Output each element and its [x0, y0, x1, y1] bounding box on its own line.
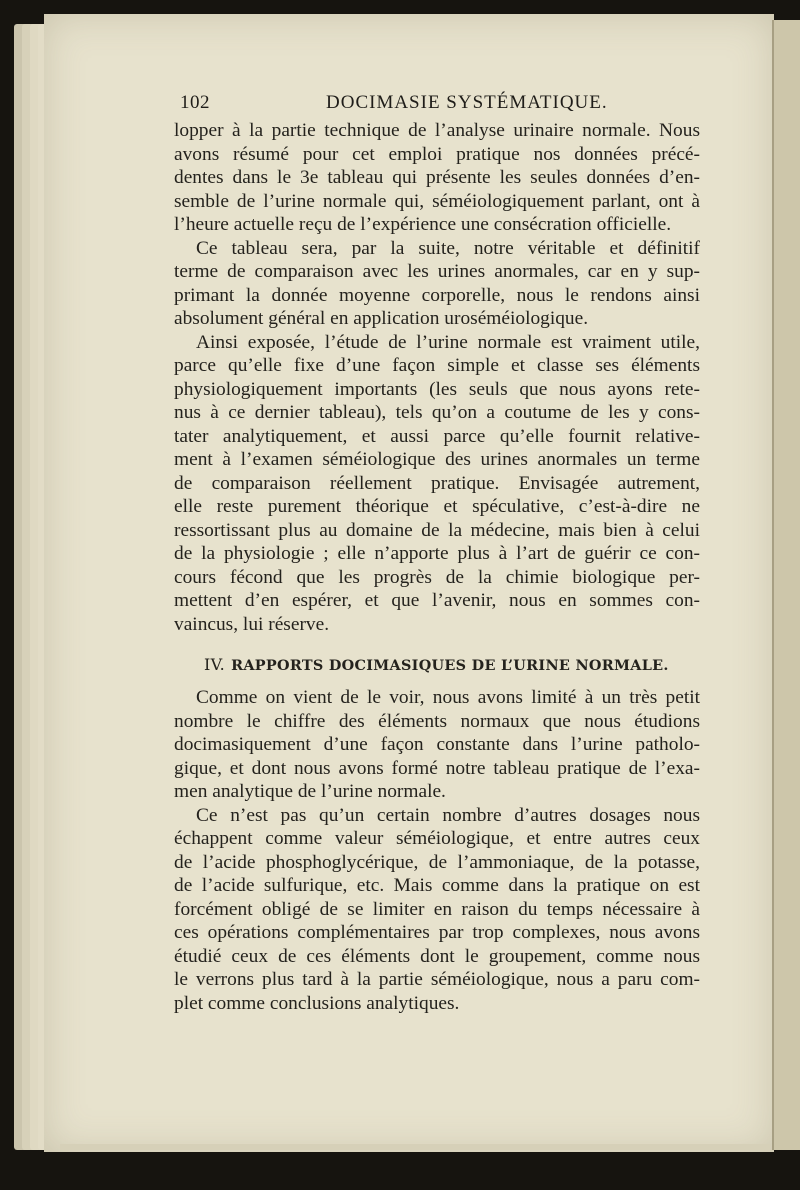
text-line: ment à l’examen séméiologique des urines anormales un terme	[174, 449, 700, 470]
text-line: de l’acide sulfurique, etc. Mais comme dans la pratique on est	[174, 875, 700, 896]
text-line: étudié ceux de ces éléments dont le groupement, comme nous	[174, 945, 700, 967]
section-title: RAPPORTS DOCIMASIQUES DE L’URINE NORMALE.	[231, 657, 669, 674]
next-page-edge	[772, 20, 800, 1150]
text-line: plet comme conclusions analytiques.	[174, 992, 460, 1014]
text-line: nombre le chiffre des éléments normaux que nous étudions	[174, 710, 700, 732]
body-text	[174, 119, 700, 1015]
text-line: men analytique de l’urine normale.	[174, 781, 446, 802]
text-line: de l’acide phosphoglycérique, de l’ammoniaque, de la potasse,	[174, 851, 700, 873]
text-line: échappent comme valeur séméiologique, et entre autres ceux	[174, 828, 700, 849]
text-line: Ce tableau sera, par la suite, notre véritable et définitif	[196, 237, 700, 259]
text-line: forcément obligé de se limiter en raison du temps nécessaire à	[174, 898, 700, 920]
text-line: Comme on vient de le voir, nous avons limité à un très petit	[196, 687, 700, 708]
text-line: de comparaison réellement pratique. Envisagée autrement,	[174, 472, 700, 494]
text-line: parce qu’elle fixe d’une façon simple et classe ses éléments	[174, 355, 700, 376]
text-line: elle reste purement théorique et spéculative, c’est-à-dire ne	[174, 496, 700, 517]
text-line: docimasiquement d’une façon constante dans l’urine patholo-	[174, 734, 700, 755]
text-line: primant la donnée moyenne corporelle, nous le rendons ainsi	[174, 284, 700, 306]
text-line: tater analytiquement, et aussi parce qu’elle fournit relative-	[174, 425, 700, 447]
text-line: lopper à la partie technique de l’analyse urinaire normale. Nous	[174, 120, 700, 141]
text-line: mettent d’en espérer, et que l’avenir, nous en sommes con-	[174, 590, 700, 611]
running-title: DOCIMASIE SYSTÉMATIQUE.	[326, 92, 608, 113]
page-number: 102	[180, 92, 210, 113]
running-head	[180, 92, 700, 118]
text-line: le verrons plus tard à la partie séméiologique, nous a paru com-	[174, 969, 700, 990]
text-line: vaincus, lui réserve.	[174, 613, 330, 635]
text-line: absolument général en application uroséméiologique.	[174, 308, 589, 329]
text-line: terme de comparaison avec les urines anormales, car en y sup-	[174, 261, 700, 282]
section-numeral: IV.	[204, 655, 226, 674]
section-heading	[174, 650, 700, 680]
text-line: gique, et dont nous avons formé notre tableau pratique de l’exa-	[174, 757, 700, 779]
text-line: nus à ce dernier tableau), tels qu’on a coutume de les y cons-	[174, 402, 700, 423]
text-line: dentes dans le 3e tableau qui présente les seules données d’en-	[174, 167, 700, 188]
text-line: ces opérations complémentaires par trop complexes, nous avons	[174, 922, 700, 943]
text-line: cours fécond que les progrès de la chimie biologique per-	[174, 566, 700, 588]
text-line: l’heure actuelle reçu de l’expérience une consécration officielle.	[174, 214, 672, 235]
text-line: physiologiquement importants (les seuls que nous ayons rete-	[174, 378, 700, 400]
page-bottom-edge	[60, 1144, 770, 1150]
text-line: de la physiologie ; elle n’apporte plus à l’art de guérir ce con-	[174, 543, 700, 564]
text-line: Ainsi exposée, l’étude de l’urine normale est vraiment utile,	[196, 331, 700, 353]
text-line: ressortissant plus au domaine de la médecine, mais bien à celui	[174, 519, 700, 541]
text-line: semble de l’urine normale qui, séméiologiquement parlant, ont à	[174, 190, 700, 212]
text-line: Ce n’est pas qu’un certain nombre d’autres dosages nous	[196, 804, 700, 826]
text-line: avons résumé pour cet emploi pratique nos données précé-	[174, 143, 700, 165]
